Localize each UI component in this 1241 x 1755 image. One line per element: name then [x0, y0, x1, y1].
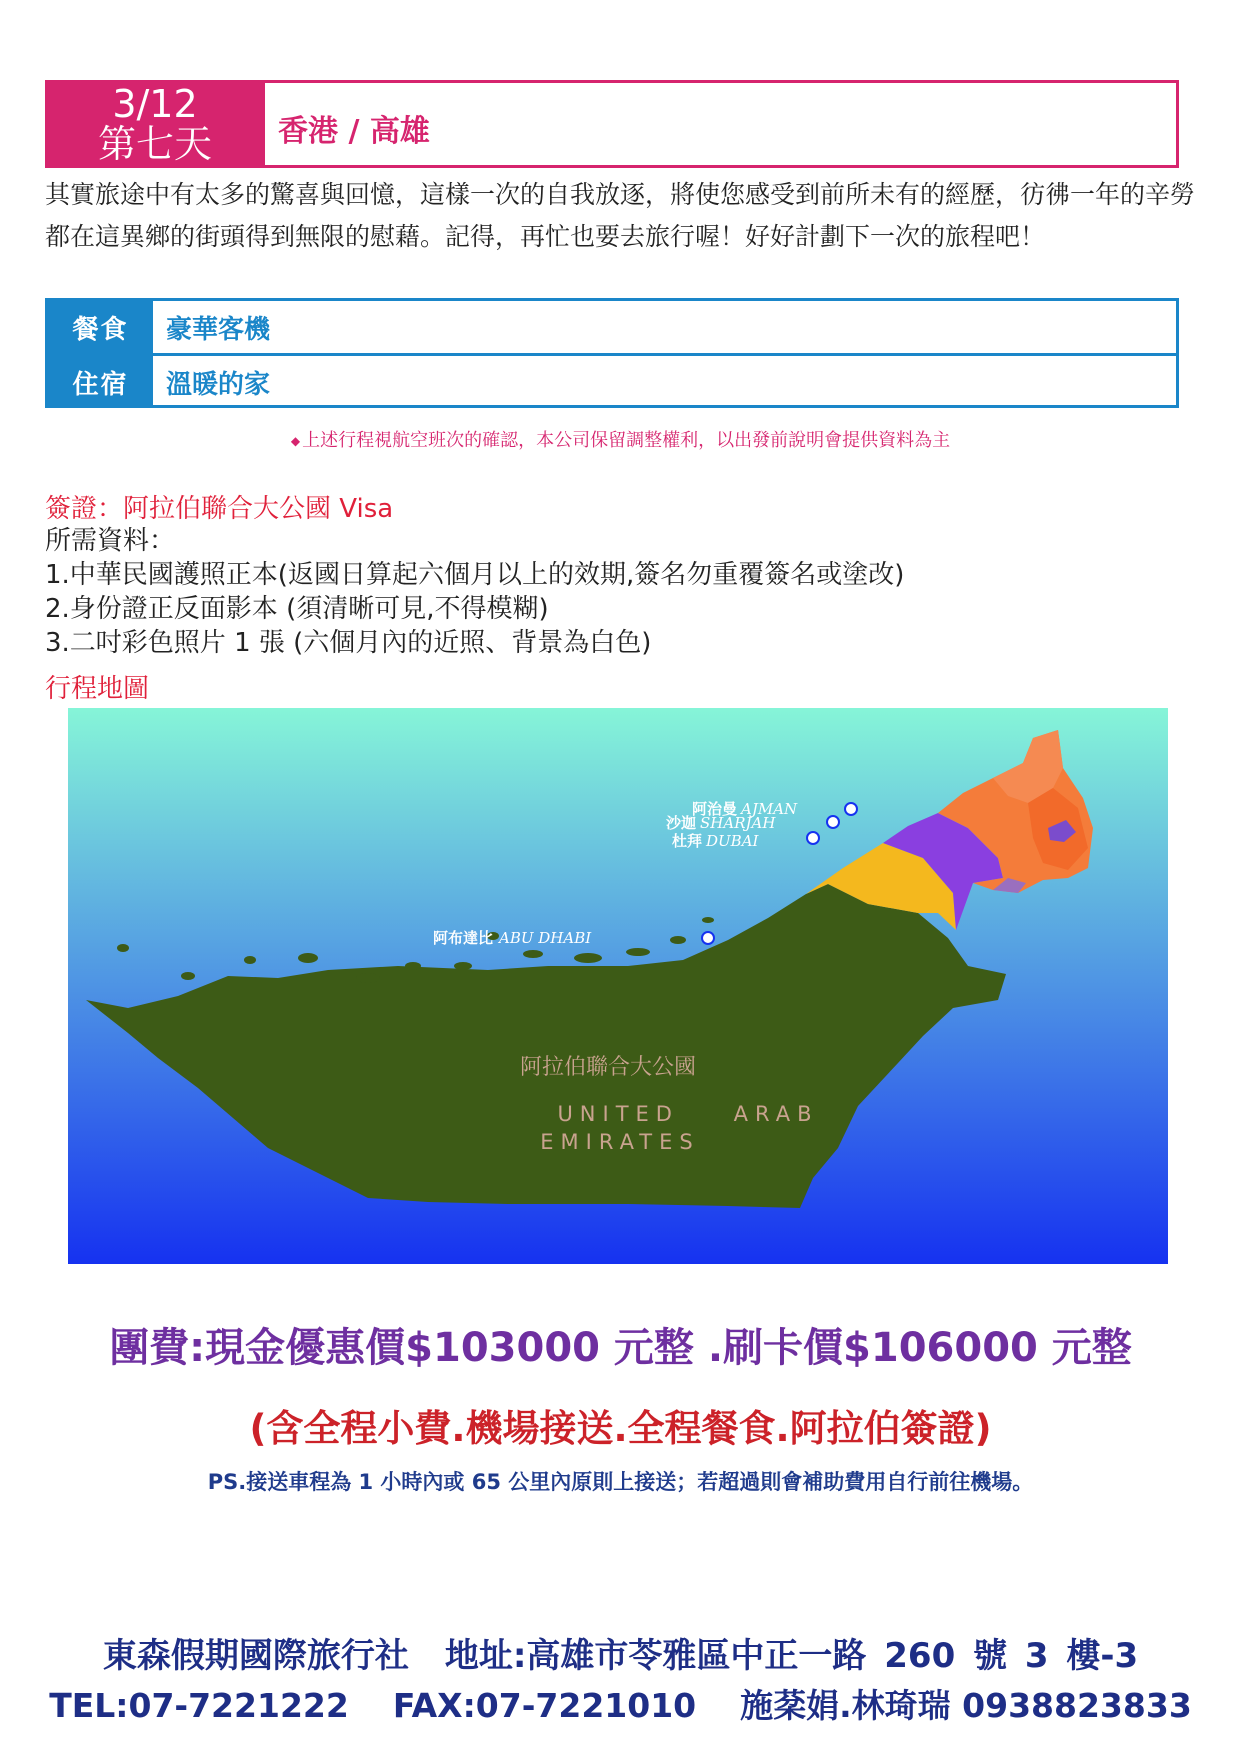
- fax: FAX:07-7221010: [392, 1686, 697, 1725]
- hotel-value: 溫暖的家: [166, 369, 271, 400]
- company-name: 東森假期國際旅行社: [102, 1636, 409, 1676]
- contact-persons: 施棻娟.林琦瑞 0938823833: [740, 1686, 1192, 1725]
- footer-company-line: [0, 1628, 1241, 1677]
- hotel-label: 住宿: [48, 356, 153, 408]
- day-route: 香港 / 高雄: [278, 114, 430, 149]
- transfer-note: PS.接送車程為 1 小時內或 65 公里內原則上接送；若超過則會補助費用自行前往機場。: [207, 1470, 1034, 1494]
- ajman-marker: [845, 803, 857, 815]
- schedule-notice: [0, 426, 1241, 452]
- company-address: 地址:高雄市苓雅區中正一路 260 號 3 樓-3: [444, 1636, 1139, 1676]
- uae-map: [68, 708, 1168, 1264]
- visa-item: 3.二吋彩色照片 1 張 (六個月內的近照、背景為白色): [45, 628, 652, 658]
- visa-subtitle: 所需資料：: [45, 526, 176, 556]
- country-name-en-1: UNITED ARAB: [557, 1102, 819, 1126]
- day-label: 第七天: [97, 122, 212, 166]
- hotel-row: [48, 356, 1176, 408]
- ajman-label: 阿治曼 AJMAN: [692, 800, 798, 818]
- sharjah-label: 沙迦 SHARJAH: [666, 814, 776, 832]
- visa-title: 簽證：阿拉伯聯合大公國 Visa: [45, 494, 394, 524]
- intro-paragraph: 其實旅途中有太多的驚喜與回憶，這樣一次的自我放逐，將使您感受到前所未有的經歷，彷彿一年的辛勞都在這異鄉的街頭得到無限的慰藉。記得，再忙也要去旅行喔！好好計劃下一次的旅程吧！: [45, 180, 1196, 251]
- country-name-cn: 阿拉伯聯合大公國: [519, 1055, 697, 1080]
- visa-item: 2.身份證正反面影本 (須清晰可見,不得模糊): [45, 594, 549, 624]
- dubai-label: 杜拜 DUBAI: [672, 832, 759, 850]
- meal-row: [48, 301, 1176, 356]
- abu-dhabi-marker: [702, 932, 714, 944]
- fee-includes: (含全程小費.機場接送.全程餐食.阿拉伯簽證): [249, 1407, 992, 1450]
- footer-contact-line: [0, 1680, 1241, 1727]
- map-title: 行程地圖: [45, 674, 150, 704]
- tel: TEL:07-7221222: [49, 1686, 349, 1725]
- abu-dhabi-label: 阿布達比 ABU DHABI: [433, 929, 592, 947]
- tour-fee: 團費:現金優惠價$103000 元整 .刷卡價$106000 元整: [109, 1325, 1132, 1371]
- meal-value: 豪華客機: [166, 314, 271, 345]
- visa-item: 1.中華民國護照正本(返國日算起六個月以上的效期,簽名勿重覆簽名或塗改): [45, 560, 905, 590]
- meal-hotel-table: [45, 298, 1179, 408]
- diamond-icon: ◆: [290, 434, 301, 448]
- day-badge: [45, 80, 265, 168]
- day-date: 3/12: [112, 82, 198, 126]
- notice-text: 上述行程視航空班次的確認，本公司保留調整權利，以出發前說明會提供資料為主: [302, 430, 951, 451]
- country-name-en-2: EMIRATES: [540, 1130, 700, 1154]
- meal-label: 餐食: [48, 301, 153, 353]
- sharjah-marker: [827, 816, 839, 828]
- dubai-marker: [807, 832, 819, 844]
